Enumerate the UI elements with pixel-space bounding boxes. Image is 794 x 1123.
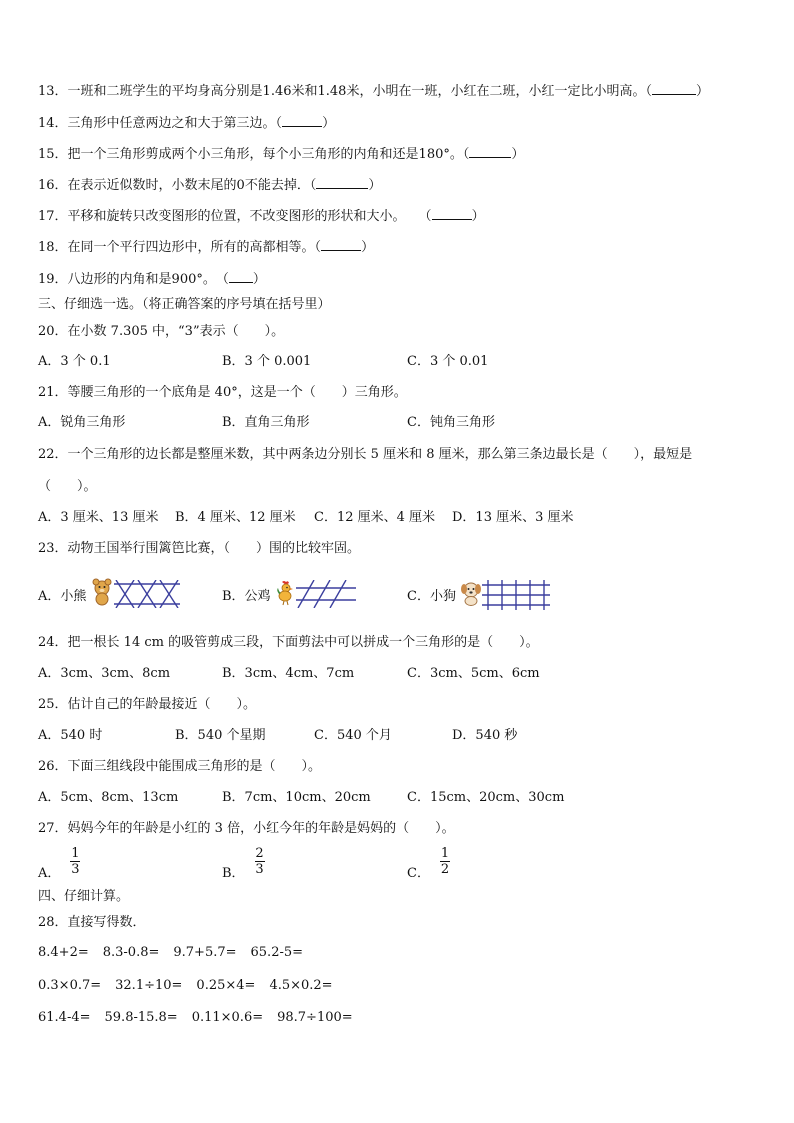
puppy-icon [460,580,482,612]
option-c[interactable]: C．钝角三角形 [407,415,495,430]
option-a[interactable]: A．540 时 [38,728,103,743]
option-d[interactable]: D．540 秒 [452,728,518,743]
calc-row [38,945,303,960]
fence-slant-icon [296,580,356,614]
option-c[interactable]: C．小狗 [407,589,456,604]
question-15: 15．把一个三角形剪成两个小三角形，每个小三角形的内角和还是180°。（ ） [38,147,525,162]
fraction: $\frac{2}{3}$ [255,846,264,877]
answer-blank[interactable] [316,176,368,189]
option-c[interactable]: C．540 个月 [314,728,392,743]
answer-blank[interactable] [229,270,253,283]
option-a[interactable]: A．3cm、3cm、8cm [38,666,171,681]
calc-item[interactable]: 9.7+5.7= [173,945,237,960]
option-c[interactable]: C． $\frac{1}{2}$ [407,846,450,881]
option-b[interactable]: B．公鸡 [222,589,271,604]
option-a[interactable]: A．5cm、8cm、13cm [38,790,179,805]
question-24-stem: 24．把一根长 14 cm 的吸管剪成三段，下面剪法中可以拼成一个三角形的是（ ）。 [38,635,539,650]
bear-icon [90,578,114,612]
option-a[interactable]: A．3 个 0.1 [38,354,111,369]
question-25-stem: 25．估计自己的年龄最接近（ ）。 [38,697,257,712]
question-18: 18．在同一个平行四边形中，所有的高都相等。（ ） [38,240,375,255]
option-a[interactable]: A．锐角三角形 [38,415,126,430]
calc-item[interactable]: 8.4+2= [38,945,89,960]
option-c[interactable]: C．12 厘米、4 厘米 [314,510,436,525]
question-22-stem-cont: （ ）。 [38,479,97,494]
question-22-stem: 22．一个三角形的边长都是整厘米数，其中两条边分别长 5 厘米和 8 厘米，那么第三条边最长是（ ），最短是 [38,447,693,462]
calc-item[interactable]: 0.3×0.7= [38,978,102,993]
option-b[interactable]: B．3 个 0.001 [222,354,312,369]
calc-item[interactable]: 98.7÷100= [277,1010,353,1025]
answer-blank[interactable] [282,114,322,127]
question-13: 13．一班和二班学生的平均身高分别是1.46米和1.48米，小明在一班，小红在二班，小红一定比小明高。（ ） [38,84,709,99]
option-b[interactable]: B．7cm、10cm、20cm [222,790,371,805]
option-d[interactable]: D．13 厘米、3 厘米 [452,510,574,525]
calc-item[interactable]: 61.4-4= [38,1010,91,1025]
calc-item[interactable]: 65.2-5= [250,945,304,960]
option-c[interactable]: C．15cm、20cm、30cm [407,790,565,805]
question-17: 17．平移和旋转只改变图形的位置，不改变图形的形状和大小。 （ ） [38,209,485,224]
question-21-stem: 21．等腰三角形的一个底角是 40°，这是一个（ ）三角形。 [38,385,407,400]
calc-item[interactable]: 0.25×4= [196,978,256,993]
question-16: 16．在表示近似数时，小数末尾的0不能去掉．（ ） [38,178,382,193]
rooster-icon [276,580,296,612]
option-a[interactable]: A．小熊 [38,589,87,604]
answer-blank[interactable] [652,82,696,95]
section-4-title: 四、仔细计算。 [38,889,130,904]
calc-item[interactable]: 4.5×0.2= [269,978,333,993]
option-b[interactable]: B．540 个星期 [175,728,266,743]
calc-row [38,978,333,993]
answer-blank[interactable] [321,238,361,251]
fraction: $\frac{1}{3}$ [71,846,80,877]
fence-cross-icon [112,580,182,614]
calc-item[interactable]: 0.11×0.6= [191,1010,264,1025]
question-20-stem: 20．在小数 7.305 中，“3”表示（ ）。 [38,324,285,339]
question-14: 14．三角形中任意两边之和大于第三边。（ ） [38,116,336,131]
option-b[interactable]: B．直角三角形 [222,415,310,430]
calc-row [38,1010,353,1025]
option-b[interactable]: B．4 厘米、12 厘米 [175,510,296,525]
option-b[interactable]: B． $\frac{2}{3}$ [222,846,264,881]
option-b[interactable]: B．3cm、4cm、7cm [222,666,355,681]
calc-item[interactable]: 32.1÷10= [115,978,183,993]
section-3-title: 三、仔细选一选。（将正确答案的序号填在括号里） [38,297,331,312]
question-27-stem: 27．妈妈今年的年龄是小红的 3 倍，小红今年的年龄是妈妈的（ ）。 [38,821,455,836]
question-26-stem: 26．下面三组线段中能围成三角形的是（ ）。 [38,759,322,774]
answer-blank[interactable] [432,207,472,220]
option-a[interactable]: A．3 厘米、13 厘米 [38,510,159,525]
answer-blank[interactable] [469,145,511,158]
calc-item[interactable]: 8.3-0.8= [102,945,160,960]
question-23-stem: 23．动物王国举行围篱笆比赛，（ ）围的比较牢固。 [38,541,361,556]
fence-grid-icon [482,580,550,616]
question-19: 19．八边形的内角和是900°。 （ ） [38,272,266,287]
calc-item[interactable]: 59.8-15.8= [104,1010,178,1025]
option-c[interactable]: C．3 个 0.01 [407,354,489,369]
option-c[interactable]: C．3cm、5cm、6cm [407,666,540,681]
option-a[interactable]: A． $\frac{1}{3}$ [38,846,80,881]
question-28-stem: 28．直接写得数． [38,915,146,930]
fraction: $\frac{1}{2}$ [440,846,450,877]
